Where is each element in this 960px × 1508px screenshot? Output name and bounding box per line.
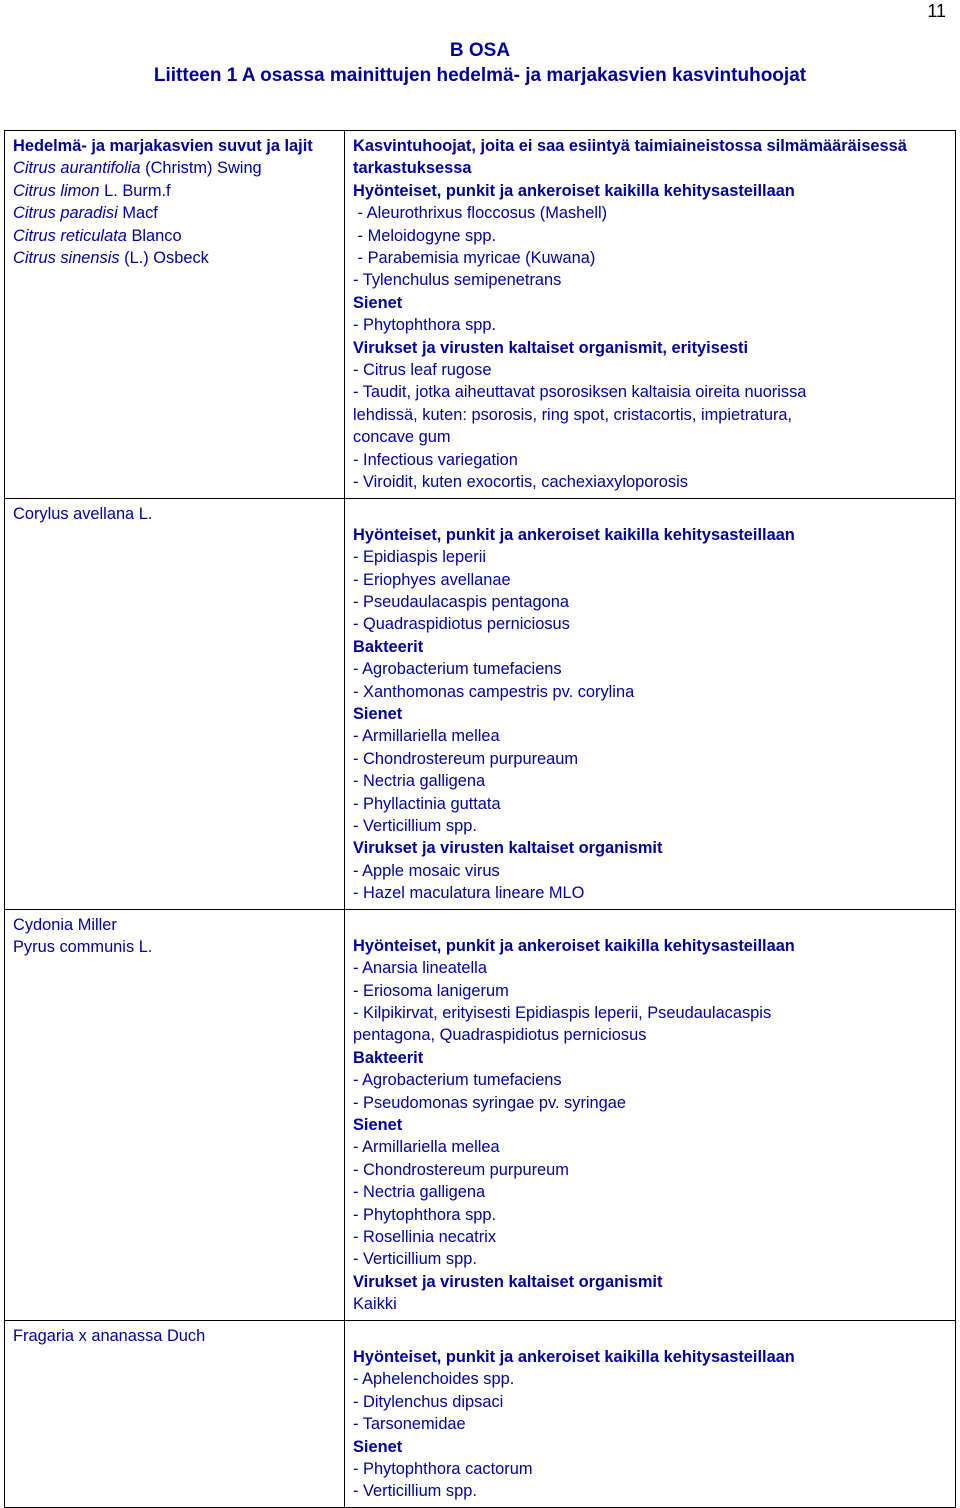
pest-item: - Parabemisia myricae (Kuwana) — [353, 249, 596, 268]
pest-item: - Chondrostereum purpureaum — [353, 749, 579, 768]
header-plants-text: Hedelmä- ja marjakasvien suvut ja lajit — [13, 137, 313, 155]
pest-item: - Verticillium spp. — [353, 1250, 477, 1269]
plant-name: Pyrus communis L. — [13, 938, 153, 956]
plant-cell — [5, 909, 345, 1320]
pest-item: lehdissä, kuten: psorosis, ring spot, cristacortis, impietratura, — [353, 405, 793, 424]
pest-item: - Pseudaulacaspis pentagona — [353, 592, 569, 611]
pest-group-heading: Hyönteiset, punkit ja ankeroiset kaikilla kehitysasteillaan — [353, 1347, 795, 1366]
pest-item: - Citrus leaf rugose — [353, 361, 492, 380]
pest-item: Kaikki — [353, 1295, 397, 1314]
pest-item: - Eriophyes avellanae — [353, 570, 511, 589]
pest-item: - Verticillium spp. — [353, 1482, 477, 1501]
pest-item: - Meloidogyne spp. — [353, 226, 497, 245]
pest-group-heading: Virukset ja virusten kaltaiset organismit — [353, 839, 663, 858]
pest-item: - Infectious variegation — [353, 450, 518, 469]
title-line-1: B OSA — [449, 40, 511, 61]
pest-group-heading: Hyönteiset, punkit ja ankeroiset kaikilla kehitysasteillaan — [353, 936, 795, 955]
pest-item: - Anarsia lineatella — [353, 959, 487, 978]
pest-group-heading: Hyönteiset, punkit ja ankeroiset kaikilla kehitysasteillaan — [353, 525, 795, 544]
pest-item: - Tarsonemidae — [353, 1415, 466, 1434]
pest-group-heading: Bakteerit — [353, 637, 424, 656]
pests-cell — [345, 1320, 956, 1507]
header-pests-cell — [345, 131, 956, 499]
plant-name — [13, 180, 338, 202]
pest-item: - Agrobacterium tumefaciens — [353, 1071, 562, 1090]
pest-item: - Phytophthora spp. — [353, 316, 497, 335]
header-row — [5, 131, 956, 499]
pest-item: - Nectria galligena — [353, 772, 486, 791]
pest-item: - Phytophthora cactorum — [353, 1459, 533, 1478]
plant-name — [13, 247, 338, 269]
title-line-2: Liitteen 1 A osassa mainittujen hedelmä- ja marjakasvien kasvintuhoojat — [153, 65, 807, 86]
pest-item: - Apple mosaic virus — [353, 861, 500, 880]
pest-item: - Taudit, jotka aiheuttavat psorosiksen kaltaisia oireita nuorissa — [353, 383, 807, 402]
plant-species: Citrus limon — [13, 181, 100, 200]
pest-item: - Rosellinia necatrix — [353, 1228, 497, 1247]
pests-cell — [345, 498, 956, 909]
pest-item: - Kilpikirvat, erityisesti Epidiaspis leperii, Pseudaulacaspis — [353, 1004, 772, 1022]
plant-species: Citrus sinensis — [13, 249, 120, 268]
pest-item: - Aphelenchoides spp. — [353, 1370, 515, 1389]
pest-group-heading: Virukset ja virusten kaltaiset organismit, erityisesti — [353, 338, 749, 357]
plant-species: Citrus reticulata — [13, 226, 127, 245]
page-title — [0, 38, 960, 88]
table-row — [5, 1320, 956, 1507]
pest-group-heading: Sienet — [353, 704, 403, 723]
pest-item: - Aleurothrixus floccosus (Mashell) — [353, 204, 608, 223]
plant-author: Macf — [122, 204, 158, 223]
pest-item: - Hazel maculatura lineare MLO — [353, 884, 585, 903]
page-number: 11 — [927, 1, 946, 21]
pest-item: pentagona, Quadraspidiotus perniciosus — [353, 1026, 647, 1045]
plant-name: Fragaria x ananassa Duch — [13, 1326, 206, 1345]
pest-group-heading: Virukset ja virusten kaltaiset organismit — [353, 1272, 663, 1291]
pest-item: - Eriosoma lanigerum — [353, 981, 509, 1000]
pest-item: - Nectria galligena — [353, 1183, 486, 1202]
plant-species: Citrus aurantifolia — [13, 159, 141, 178]
pest-group-heading: Bakteerit — [353, 1048, 424, 1067]
pest-item: - Phyllactinia guttata — [353, 794, 501, 813]
pest-group-heading: Hyönteiset, punkit ja ankeroiset kaikilla kehitysasteillaan — [353, 181, 795, 200]
plant-author: (Christm) Swing — [145, 159, 262, 178]
pest-item: - Pseudomonas syringae pv. syringae — [353, 1093, 627, 1112]
pest-item: - Xanthomonas campestris pv. corylina — [353, 682, 635, 701]
pest-item: - Agrobacterium tumefaciens — [353, 660, 562, 679]
pest-item: - Epidiaspis leperii — [353, 548, 487, 567]
header-plants-cell — [5, 131, 345, 499]
table-row — [5, 909, 956, 1320]
header-pests-text: Kasvintuhoojat, joita ei saa esiintyä taimiaineistossa silmämääräisessä tarkastuksessa — [353, 137, 907, 178]
pest-group-heading: Sienet — [353, 1437, 403, 1456]
plant-author: L. Burm.f — [104, 181, 171, 200]
pests-cell — [345, 909, 956, 1320]
table-row — [5, 498, 956, 909]
plant-author: Blanco — [131, 226, 182, 245]
pest-item: - Viroidit, kuten exocortis, cachexiaxyloporosis — [353, 473, 688, 492]
plant-name — [13, 225, 338, 247]
pest-item: - Chondrostereum purpureum — [353, 1160, 569, 1179]
spacer — [353, 503, 949, 524]
pest-group-heading: Sienet — [353, 1116, 403, 1135]
pest-item: - Verticillium spp. — [353, 816, 477, 835]
pest-group-heading: Sienet — [353, 293, 403, 312]
plant-author: (L.) Osbeck — [124, 249, 209, 268]
plant-name: Corylus avellana L. — [13, 504, 153, 523]
plant-cell — [5, 1320, 345, 1507]
plant-name — [13, 202, 338, 224]
plant-name: Cydonia Miller — [13, 915, 117, 934]
pest-item: - Armillariella mellea — [353, 727, 500, 746]
pest-item: - Ditylenchus dipsaci — [353, 1392, 504, 1411]
pest-item: - Phytophthora spp. — [353, 1205, 497, 1224]
pest-item: - Armillariella mellea — [353, 1138, 500, 1157]
spacer — [353, 1325, 949, 1346]
spacer — [353, 914, 949, 935]
pest-item: - Tylenchulus semipenetrans — [353, 271, 562, 290]
plant-cell — [5, 498, 345, 909]
pest-item: concave gum — [353, 428, 451, 447]
plant-name — [13, 157, 338, 179]
plant-species: Citrus paradisi — [13, 204, 118, 223]
pest-table — [4, 130, 956, 1508]
pest-item: - Quadraspidiotus perniciosus — [353, 615, 570, 634]
